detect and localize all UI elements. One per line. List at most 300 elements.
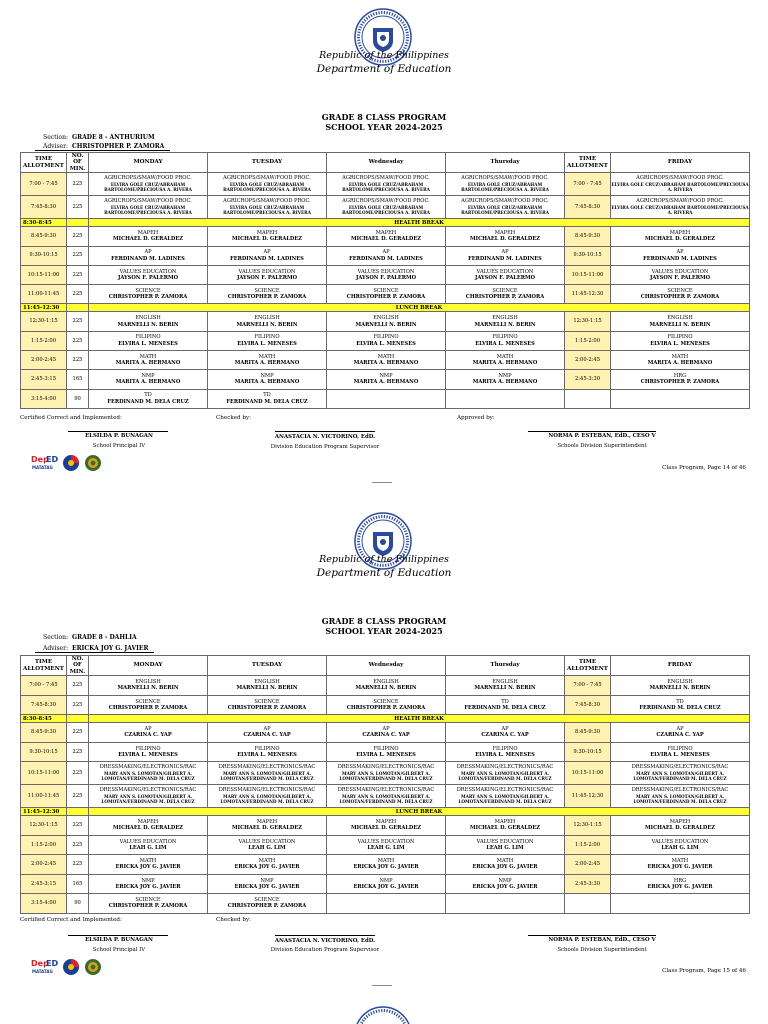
subject: NMP <box>141 373 155 380</box>
subject: AGRICROPS/SMAW/FOOD PROC. <box>636 175 724 182</box>
teacher: CHRISTOPHER P. ZAMORA <box>465 294 545 301</box>
monday-cell <box>89 835 208 855</box>
teacher: MICHAEL D. GERALDEZ <box>351 236 421 243</box>
time-allotment: 10:15-11:00 <box>21 762 67 785</box>
subject: VALUES EDUCATION <box>357 268 415 275</box>
signature-line <box>275 935 375 936</box>
teacher: ELVIRA GOLE CRUZ/ABRAHAM BARTOLOME/PRECIOUSA A. RIVERA <box>611 181 749 193</box>
thursday-cell <box>446 285 565 304</box>
wednesday-cell <box>327 312 446 331</box>
table-row <box>21 855 750 875</box>
friday-cell <box>611 894 750 914</box>
svg-text:MATATAG: MATATAG <box>32 465 53 470</box>
subject: SCIENCE <box>373 698 399 705</box>
teacher: CHRISTOPHER P. ZAMORA <box>227 294 307 301</box>
teacher: LEAH G. LIM <box>367 844 405 851</box>
signature-line <box>528 935 656 936</box>
subject: SCIENCE <box>254 287 280 294</box>
deped-logo-icon <box>31 958 59 976</box>
thursday-cell <box>446 835 565 855</box>
signature-line <box>275 431 375 432</box>
friday-time-allotment: 11:45-12:30 <box>565 285 611 304</box>
minutes: 225 <box>67 312 89 331</box>
teacher: MARY ANN S. LOMOTAN/GILBERT A. LOMOTAN/FERDINAND M. DELA CRUZ <box>633 793 727 805</box>
break-spacer <box>67 219 89 227</box>
adviser-line <box>35 645 154 653</box>
teacher: MARITA A. HERMANO <box>353 379 419 386</box>
table-row <box>21 227 750 246</box>
subject: MATH <box>671 858 689 865</box>
subject: AP <box>144 249 152 256</box>
subject: NMP <box>379 373 393 380</box>
column-header: FRIDAY <box>611 153 750 173</box>
time-allotment: 2:45-3:15 <box>21 370 67 389</box>
subject: MATH <box>139 353 157 360</box>
column-header: TIME ALLOTMENT <box>21 153 67 173</box>
teacher: ELVIRA GOLE CRUZ/ABRAHAM BARTOLOME/PRECIOUSA A. RIVERA <box>223 181 311 193</box>
program-title: GRADE 8 CLASS PROGRAM <box>321 616 447 626</box>
minutes: 225 <box>67 285 89 304</box>
subject: MATH <box>377 858 395 865</box>
friday-time-allotment: 9:30-10:15 <box>565 742 611 762</box>
tuesday-cell <box>208 196 327 219</box>
subject: MAPEH <box>137 819 159 826</box>
minutes: 225 <box>67 265 89 284</box>
teacher: MARITA A. HERMANO <box>472 379 538 386</box>
tuesday-cell <box>208 351 327 370</box>
break-label: LUNCH BREAK <box>89 808 750 816</box>
teacher: ELVIRA GOLE CRUZ/ABRAHAM BARTOLOME/PRECIOUSA A. RIVERA <box>223 204 311 216</box>
certified-label: Certified Correct and Implemented: <box>20 917 122 923</box>
section-line <box>35 134 155 141</box>
monday-cell <box>89 723 208 743</box>
teacher: ELVIRA L. MENESES <box>237 751 297 758</box>
table-row <box>21 370 750 389</box>
friday-cell <box>611 265 750 284</box>
column-header: NO. OF MIN. <box>67 153 89 173</box>
friday-cell <box>611 723 750 743</box>
tuesday-cell <box>208 785 327 808</box>
subject: FILIPINO <box>254 334 280 341</box>
monday-cell <box>89 855 208 875</box>
teacher: MARY ANN S. LOMOTAN/GILBERT A. LOMOTAN/FERDINAND M. DELA CRUZ <box>220 770 314 782</box>
teacher: JAYSON F. PALERMO <box>117 274 179 281</box>
page-divider <box>372 985 392 986</box>
teacher: CZARINA C. YAP <box>362 732 410 739</box>
minutes: 225 <box>67 196 89 219</box>
teacher: MICHAEL D. GERALDEZ <box>645 825 715 832</box>
friday-time-allotment: 8:45-9:30 <box>565 227 611 246</box>
friday-time-allotment: 12:30-1:15 <box>565 312 611 331</box>
minutes: 225 <box>67 762 89 785</box>
subject: FILIPINO <box>667 334 693 341</box>
wednesday-cell <box>327 227 446 246</box>
subject: TD <box>263 392 271 399</box>
thursday-cell <box>446 742 565 762</box>
teacher: MARNELLI N. BERIN <box>236 321 298 328</box>
friday-time-allotment: 12:30-1:15 <box>565 816 611 836</box>
thursday-cell <box>446 785 565 808</box>
teacher: LEAH G. LIM <box>661 844 699 851</box>
signatory-name: ELSILDA P. BUNAGAN <box>85 937 153 943</box>
subject: MAPEH <box>669 229 691 236</box>
column-header: Thursday <box>446 153 565 173</box>
teacher: FERDINAND M. LADINES <box>349 255 423 262</box>
friday-cell <box>611 312 750 331</box>
teacher: FERDINAND M. DELA CRUZ <box>639 704 721 711</box>
teacher: FERDINAND M. LADINES <box>468 255 542 262</box>
friday-time-allotment <box>565 894 611 914</box>
teacher: ERICKA JOY G. JAVIER <box>472 883 538 890</box>
teacher: MICHAEL D. GERALDEZ <box>232 236 302 243</box>
wednesday-cell <box>327 676 446 696</box>
teacher: ELVIRA L. MENESES <box>475 340 535 347</box>
teacher: ERICKA JOY G. JAVIER <box>353 883 419 890</box>
division-seal-icon <box>84 958 102 976</box>
column-header: MONDAY <box>89 656 208 676</box>
section-line <box>35 634 137 641</box>
subject: VALUES EDUCATION <box>119 838 177 845</box>
teacher: ERICKA JOY G. JAVIER <box>647 883 713 890</box>
section-label: Section: <box>43 634 68 641</box>
minutes: 165 <box>67 874 89 894</box>
teacher: MARNELLI N. BERIN <box>355 685 417 692</box>
teacher: ERICKA JOY G. JAVIER <box>115 883 181 890</box>
friday-time-allotment: 7:00 - 7:45 <box>565 173 611 196</box>
tuesday-cell <box>208 370 327 389</box>
subject: VALUES EDUCATION <box>357 838 415 845</box>
subject: AP <box>676 249 684 256</box>
signatory-name: NORMA P. ESTEBAN, EdD., CESO V <box>548 433 656 439</box>
subject: FILIPINO <box>492 745 518 752</box>
monday-cell <box>89 695 208 715</box>
tuesday-cell <box>208 227 327 246</box>
column-header: TIME ALLOTMENT <box>565 656 611 676</box>
teacher: ELVIRA GOLE CRUZ/ABRAHAM BARTOLOME/PRECIOUSA A. RIVERA <box>342 204 430 216</box>
break-spacer <box>67 715 89 723</box>
checked-label: Checked by: <box>216 917 252 923</box>
teacher: ERICKA JOY G. JAVIER <box>234 883 300 890</box>
subject: SCIENCE <box>254 698 280 705</box>
table-row <box>21 173 750 196</box>
time-allotment: 7:45-8:30 <box>21 196 67 219</box>
school-year: SCHOOL YEAR 2024-2025 <box>325 626 443 636</box>
minutes: 225 <box>67 742 89 762</box>
time-allotment: 8:45-9:30 <box>21 227 67 246</box>
teacher: MICHAEL D. GERALDEZ <box>351 825 421 832</box>
column-header: Thursday <box>446 656 565 676</box>
subject: FILIPINO <box>254 745 280 752</box>
schedule-table <box>20 152 750 409</box>
teacher: ELVIRA L. MENESES <box>237 340 297 347</box>
subject: DRESSMAKING/ELECTRONICS/RAC <box>337 764 435 771</box>
teacher: ERICKA JOY G. JAVIER <box>353 864 419 871</box>
subject: AGRICROPS/SMAW/FOOD PROC. <box>223 198 311 205</box>
tuesday-cell <box>208 265 327 284</box>
teacher: CHRISTOPHER P. ZAMORA <box>227 704 307 711</box>
teacher: FERDINAND M. LADINES <box>643 255 717 262</box>
minutes: 225 <box>67 246 89 265</box>
monday-cell <box>89 285 208 304</box>
thursday-cell <box>446 351 565 370</box>
subject: MAPEH <box>256 819 278 826</box>
checked-label: Checked by: <box>216 415 252 421</box>
teacher: MARY ANN S. LOMOTAN/GILBERT A. LOMOTAN/FERDINAND M. DELA CRUZ <box>101 770 195 782</box>
tuesday-cell <box>208 874 327 894</box>
subject: FILIPINO <box>135 745 161 752</box>
table-row <box>21 894 750 914</box>
wednesday-cell <box>327 874 446 894</box>
time-allotment: 9:30-10:15 <box>21 742 67 762</box>
friday-cell <box>611 835 750 855</box>
table-row <box>21 285 750 304</box>
signatory-name: ANASTACIA N. VICTORINO, EdD. <box>274 434 376 440</box>
monday-cell <box>89 762 208 785</box>
teacher: CHRISTOPHER P. ZAMORA <box>227 903 307 910</box>
subject: VALUES EDUCATION <box>119 268 177 275</box>
wednesday-cell <box>327 370 446 389</box>
signatory-title: Division Education Program Supervisor <box>270 444 380 450</box>
friday-cell <box>611 676 750 696</box>
teacher: MICHAEL D. GERALDEZ <box>232 825 302 832</box>
minutes: 225 <box>67 785 89 808</box>
teacher: ELVIRA GOLE CRUZ/ABRAHAM BARTOLOME/PRECIOUSA A. RIVERA <box>104 181 192 193</box>
friday-cell <box>611 173 750 196</box>
subject: SCIENCE <box>667 287 693 294</box>
break-row <box>21 219 750 227</box>
subject: AGRICROPS/SMAW/FOOD PROC. <box>342 175 430 182</box>
teacher: ERICKA JOY G. JAVIER <box>472 864 538 871</box>
page-number: Class Program, Page 14 of 46 <box>662 465 746 471</box>
teacher: MICHAEL D. GERALDEZ <box>113 236 183 243</box>
teacher: MARITA A. HERMANO <box>234 360 300 367</box>
friday-time-allotment: 10:15-11:00 <box>565 265 611 284</box>
svg-text:ED: ED <box>46 959 59 968</box>
friday-time-allotment: 11:45-12:30 <box>565 785 611 808</box>
minutes: 225 <box>67 695 89 715</box>
friday-cell <box>611 370 750 389</box>
teacher: MARITA A. HERMANO <box>472 360 538 367</box>
teacher: MARNELLI N. BERIN <box>649 685 711 692</box>
subject: ENGLISH <box>254 679 280 686</box>
republic-heading: Republic of the Philippines <box>319 50 449 61</box>
friday-cell <box>611 874 750 894</box>
friday-time-allotment: 2:00-2:45 <box>565 351 611 370</box>
subject: NMP <box>141 877 155 884</box>
subject: AGRICROPS/SMAW/FOOD PROC. <box>104 175 192 182</box>
column-header: NO. OF MIN. <box>67 656 89 676</box>
tuesday-cell <box>208 816 327 836</box>
wednesday-cell <box>327 246 446 265</box>
teacher: MICHAEL D. GERALDEZ <box>470 825 540 832</box>
tuesday-cell <box>208 855 327 875</box>
tuesday-cell <box>208 676 327 696</box>
thursday-cell <box>446 389 565 408</box>
teacher: CZARINA C. YAP <box>124 732 172 739</box>
subject: MAPEH <box>494 819 516 826</box>
thursday-cell <box>446 265 565 284</box>
teacher: ELVIRA GOLE CRUZ/ABRAHAM BARTOLOME/PRECIOUSA A. RIVERA <box>611 204 749 216</box>
signature-line <box>68 935 168 936</box>
time-allotment: 7:00 - 7:45 <box>21 676 67 696</box>
column-header: FRIDAY <box>611 656 750 676</box>
monday-cell <box>89 227 208 246</box>
signature-line <box>528 431 656 432</box>
subject: DRESSMAKING/ELECTRONICS/RAC <box>337 787 435 794</box>
subject: MATH <box>496 353 514 360</box>
subject: DRESSMAKING/ELECTRONICS/RAC <box>218 764 316 771</box>
monday-cell <box>89 874 208 894</box>
schedule-table <box>20 655 750 914</box>
teacher: MARITA A. HERMANO <box>234 379 300 386</box>
teacher: MARNELLI N. BERIN <box>474 321 536 328</box>
column-header: Wednesday <box>327 656 446 676</box>
subject: MAPEH <box>375 819 397 826</box>
table-row <box>21 874 750 894</box>
teacher: JAYSON F. PALERMO <box>236 274 298 281</box>
time-allotment: 1:15-2:00 <box>21 331 67 350</box>
teacher: FERDINAND M. LADINES <box>230 255 304 262</box>
subject: AP <box>382 726 390 733</box>
subject: ENGLISH <box>667 679 693 686</box>
minutes: 225 <box>67 173 89 196</box>
monday-cell <box>89 196 208 219</box>
teacher: MARITA A. HERMANO <box>353 360 419 367</box>
page-number: Class Program, Page 15 of 46 <box>662 968 746 974</box>
wednesday-cell <box>327 695 446 715</box>
minutes: 165 <box>67 370 89 389</box>
monday-cell <box>89 894 208 914</box>
signatory-title: Schools Division Superintendent <box>557 947 647 953</box>
table-row <box>21 816 750 836</box>
subject: AP <box>263 726 271 733</box>
monday-cell <box>89 265 208 284</box>
wednesday-cell <box>327 723 446 743</box>
time-allotment: 7:00 - 7:45 <box>21 173 67 196</box>
subject: FILIPINO <box>667 745 693 752</box>
signatory-name: NORMA P. ESTEBAN, EdD., CESO V <box>548 937 656 943</box>
bagong-pilipinas-logo-icon <box>62 454 80 472</box>
subject: MATH <box>258 353 276 360</box>
teacher: ELVIRA L. MENESES <box>356 340 416 347</box>
teacher: CHRISTOPHER P. ZAMORA <box>346 704 426 711</box>
subject: SCIENCE <box>135 287 161 294</box>
time-allotment: 11:00-11:45 <box>21 285 67 304</box>
subject: AGRICROPS/SMAW/FOOD PROC. <box>461 175 549 182</box>
break-spacer <box>67 808 89 816</box>
thursday-cell <box>446 855 565 875</box>
teacher: MARY ANN S. LOMOTAN/GILBERT A. LOMOTAN/FERDINAND M. DELA CRUZ <box>339 770 433 782</box>
bagong-pilipinas-logo-icon <box>62 958 80 976</box>
subject: SCIENCE <box>135 698 161 705</box>
tuesday-cell <box>208 285 327 304</box>
wednesday-cell <box>327 351 446 370</box>
tuesday-cell <box>208 762 327 785</box>
friday-time-allotment: 10:15-11:00 <box>565 762 611 785</box>
time-allotment: 12:30-1:15 <box>21 816 67 836</box>
wednesday-cell <box>327 331 446 350</box>
table-row <box>21 331 750 350</box>
table-row <box>21 785 750 808</box>
signatory-name: ANASTACIA N. VICTORINO, EdD. <box>274 938 376 944</box>
teacher: MARITA A. HERMANO <box>647 360 713 367</box>
monday-cell <box>89 676 208 696</box>
subject: VALUES EDUCATION <box>476 268 534 275</box>
teacher: ELVIRA L. MENESES <box>118 751 178 758</box>
subject: NMP <box>260 373 274 380</box>
division-seal-icon <box>84 454 102 472</box>
column-header: TUESDAY <box>208 656 327 676</box>
subject: FILIPINO <box>373 745 399 752</box>
svg-text:Dep: Dep <box>31 455 49 464</box>
tuesday-cell <box>208 742 327 762</box>
break-time: 11:45-12:30 <box>21 808 67 816</box>
table-row <box>21 196 750 219</box>
teacher: JAYSON F. PALERMO <box>474 274 536 281</box>
subject: HRG <box>673 877 687 884</box>
thursday-cell <box>446 762 565 785</box>
monday-cell <box>89 351 208 370</box>
subject: FILIPINO <box>373 334 399 341</box>
thursday-cell <box>446 874 565 894</box>
subject: FILIPINO <box>135 334 161 341</box>
break-time: 8:30-8:45 <box>21 715 67 723</box>
subject: TD <box>676 698 684 705</box>
thursday-cell <box>446 695 565 715</box>
subject: MAPEH <box>669 819 691 826</box>
teacher: MARY ANN S. LOMOTAN/GILBERT A. LOMOTAN/FERDINAND M. DELA CRUZ <box>458 770 552 782</box>
minutes: 225 <box>67 816 89 836</box>
signatory-title: School Principal IV <box>92 443 146 449</box>
wednesday-cell <box>327 762 446 785</box>
teacher: ELVIRA L. MENESES <box>118 340 178 347</box>
subject: SCIENCE <box>254 897 280 904</box>
teacher: MARNELLI N. BERIN <box>649 321 711 328</box>
subject: AGRICROPS/SMAW/FOOD PROC. <box>342 198 430 205</box>
subject: DRESSMAKING/ELECTRONICS/RAC <box>99 764 197 771</box>
subject: TD <box>501 698 509 705</box>
friday-cell <box>611 742 750 762</box>
adviser-value: CHRISTOPHER P. ZAMORA <box>72 143 165 150</box>
friday-time-allotment: 1:15-2:00 <box>565 835 611 855</box>
tuesday-cell <box>208 331 327 350</box>
minutes: 225 <box>67 855 89 875</box>
friday-cell <box>611 762 750 785</box>
time-allotment: 10:15-11:00 <box>21 265 67 284</box>
table-row <box>21 723 750 743</box>
subject: ENGLISH <box>135 315 161 322</box>
minutes: 90 <box>67 894 89 914</box>
teacher: ELVIRA GOLE CRUZ/ABRAHAM BARTOLOME/PRECIOUSA A. RIVERA <box>104 204 192 216</box>
time-allotment: 2:00-2:45 <box>21 351 67 370</box>
break-time: 11:45-12:30 <box>21 304 67 312</box>
tuesday-cell <box>208 389 327 408</box>
teacher: MARY ANN S. LOMOTAN/GILBERT A. LOMOTAN/FERDINAND M. DELA CRUZ <box>458 793 552 805</box>
minutes: 225 <box>67 835 89 855</box>
subject: AP <box>676 726 684 733</box>
subject: AP <box>382 249 390 256</box>
time-allotment: 11:00-11:45 <box>21 785 67 808</box>
teacher: CHRISTOPHER P. ZAMORA <box>346 294 426 301</box>
republic-heading: Republic of the Philippines <box>319 554 449 565</box>
thursday-cell <box>446 894 565 914</box>
time-allotment: 2:00-2:45 <box>21 855 67 875</box>
department-heading: Department of Education <box>316 63 452 75</box>
tuesday-cell <box>208 312 327 331</box>
break-label: HEALTH BREAK <box>89 715 750 723</box>
table-row <box>21 835 750 855</box>
subject: AGRICROPS/SMAW/FOOD PROC. <box>104 198 192 205</box>
